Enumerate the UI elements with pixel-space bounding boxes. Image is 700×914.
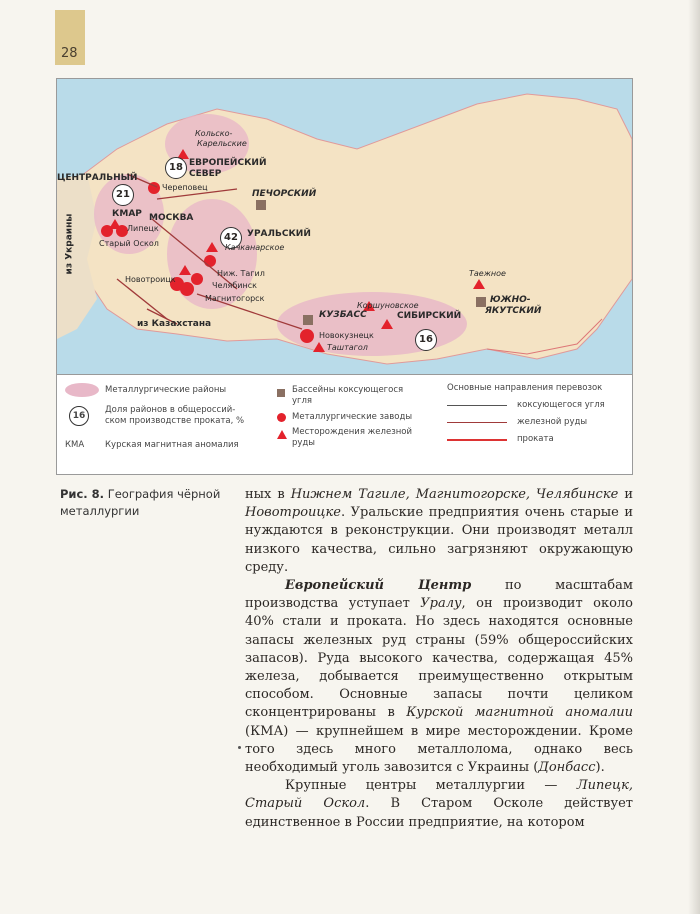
body-text [245, 486, 633, 832]
p2-g: Донбасс [538, 760, 596, 776]
legend-flow-steel-arrow [447, 439, 507, 441]
share-central: 21 [112, 184, 134, 206]
share-north: 18 [165, 157, 187, 179]
page-edge-shadow [688, 0, 700, 914]
label-novokuznetsk: Новокузнецк [319, 331, 374, 340]
legend-ore-icon [277, 430, 287, 439]
p3-a: Крупные центры металлургии — [285, 778, 577, 794]
legend-share-num: 16 [69, 406, 89, 426]
margin-mark [238, 746, 241, 749]
label-karel: Карельские [197, 139, 247, 148]
legend-flow-steel: проката [517, 434, 554, 444]
page-number: 28 [61, 46, 78, 61]
p1-c: Новотроицке [245, 505, 341, 521]
label-moskva: МОСКВА [149, 213, 194, 223]
label-cherepovets: Череповец [162, 183, 208, 192]
paragraph-3 [245, 777, 633, 832]
label-iz-kazakhstana: из Казахстана [137, 319, 212, 329]
share-siberia: 16 [415, 329, 437, 351]
legend-flows-title: Основные направления перевозок [447, 383, 603, 393]
label-uralsky: УРАЛЬСКИЙ [247, 229, 311, 239]
caption-text: География чёрной металлургии [60, 487, 221, 518]
label-magnitogorsk: Магнитогорск [205, 294, 265, 303]
legend-kma: Курская магнитная аномалия [105, 440, 239, 450]
label-lipetsk: Липецк [127, 224, 159, 233]
legend-coal: Бассейны коксующегося угля [292, 385, 404, 406]
p2-b: по масштабам производства уступает [245, 578, 633, 612]
label-yuzhno-1: ЮЖНО- [490, 295, 531, 305]
caption-fig: Рис. 8. [60, 487, 105, 501]
label-korshunov: Коршуновское [357, 301, 419, 310]
p2-f: (КМА) — крупнейшем в мире месторождении. Кроме того здесь много металлолома, однако весь необходимый уголь завозится с Украины ( [245, 723, 633, 776]
legend-plants: Металлургические заводы [292, 412, 413, 422]
label-yuzhno-2: ЯКУТСКИЙ [485, 306, 542, 316]
p3-b: Липецк, Старый Оскол [245, 778, 633, 812]
label-tashtagol: Таштагол [327, 343, 368, 352]
p1-a: ных в [245, 487, 291, 502]
label-kachkanar: Качканарское [225, 243, 285, 252]
paragraph-1 [245, 486, 633, 577]
legend-kma-abbr: КМА [65, 440, 85, 450]
legend-regions: Металлургические районы [105, 385, 227, 395]
label-kma: КМАР [112, 209, 142, 219]
p2-c: Уралу [420, 596, 462, 612]
label-tayozhnoe: Таежное [469, 269, 506, 278]
p2-h: ). [595, 760, 605, 776]
p2-e: Курской магнитной аномалии [406, 705, 634, 721]
metallurgy-map [56, 78, 633, 475]
label-novotroitsk: Новотроицк [125, 275, 176, 284]
label-sibirsky: СИБИРСКИЙ [397, 311, 462, 321]
share-ural: 42 [220, 227, 242, 249]
label-kola: Кольско- [195, 129, 233, 138]
legend-flow-ore-arrow [447, 422, 507, 423]
legend-flow-coal-arrow [447, 405, 507, 406]
label-kuzbass: КУЗБАСС [319, 310, 367, 320]
label-pechorsky: ПЕЧОРСКИЙ [252, 189, 317, 199]
label-evr-sever-1: ЕВРОПЕЙСКИЙ [189, 158, 267, 168]
legend-coal-icon [277, 389, 285, 397]
page-number-tab [55, 10, 85, 65]
paragraph-2 [245, 577, 633, 777]
p2-a: Европейский Центр [285, 578, 472, 594]
label-evr-sever-2: СЕВЕР [189, 169, 222, 179]
label-iz-ukrainy: из Украины [64, 213, 75, 275]
p2-d: , он производит около 40% стали и проката. Но здесь находятся основные запасы железных руд страны (59% общероссийских запасов). Руда высокого качества, содержащая 45% железа, добывается преимущественно открытым способом. Основные запасы почти целиком сконцентрированы в [245, 596, 633, 721]
p3-c: . В Старом Осколе действует единственное в России предприятие, на котором [245, 796, 633, 830]
label-nizh-tagil: Ниж. Тагил [217, 269, 265, 278]
legend-ore: Месторождения железной руды [292, 427, 412, 448]
label-stary-oskol: Старый Оскол [99, 239, 159, 248]
p1-b: и [618, 487, 633, 502]
label-chelyabinsk: Челябинск [212, 281, 257, 290]
label-central: ЦЕНТРАЛЬНЫЙ [57, 173, 138, 183]
legend-flow-ore: железной руды [517, 417, 588, 427]
p1-cities: Нижнем Тагиле, Магнитогорске, Челябинске [290, 487, 619, 502]
p1-d: . Уральские предприятия очень старые и нуждаются в реконструкции. Они производят металл низкого качества, сильно загрязняют окружающую среду. [245, 505, 633, 575]
legend-region-swatch [65, 383, 99, 397]
map-legend [57, 374, 632, 475]
figure-caption [60, 486, 230, 520]
legend-flow-coal: коксующегося угля [517, 400, 605, 410]
legend-plant-icon [277, 413, 286, 422]
legend-share: Доля районов в общероссий-ском производстве проката, % [105, 405, 245, 426]
